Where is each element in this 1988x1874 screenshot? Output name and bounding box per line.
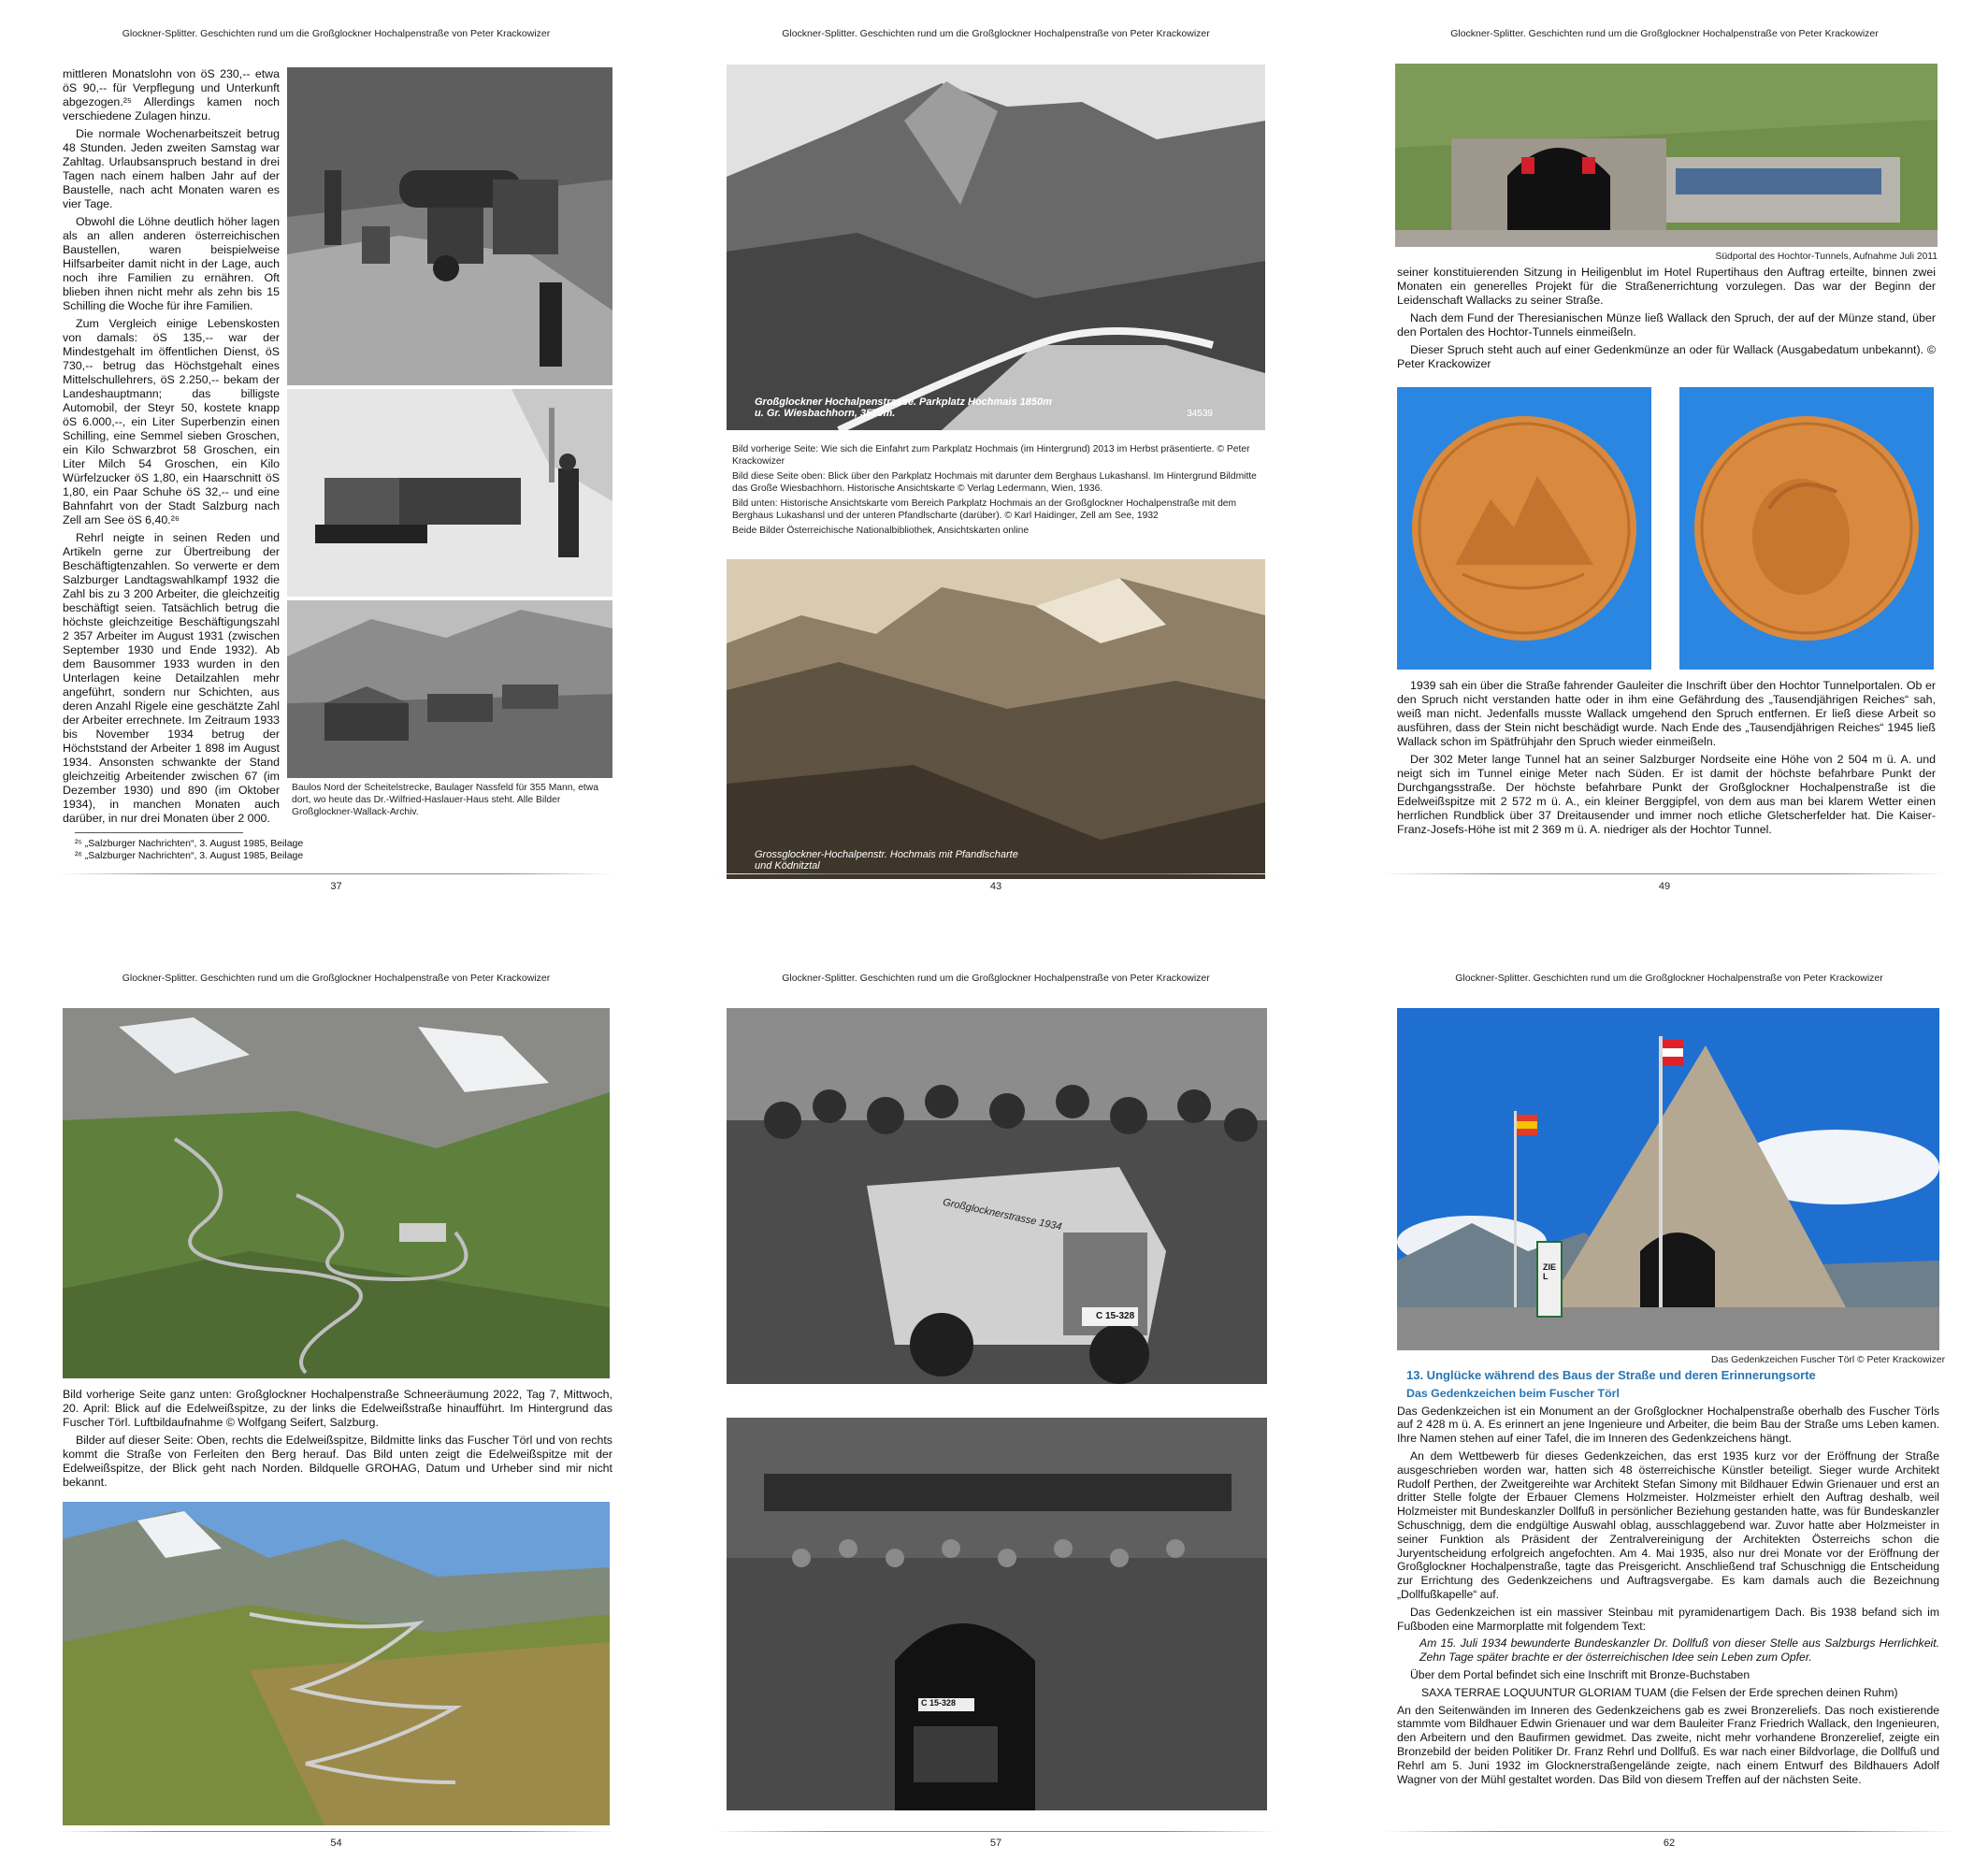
photo-hochmais-postcard	[727, 65, 1265, 430]
page-rule	[1384, 873, 1945, 874]
photo-caption: Baulos Nord der Scheitelstrecke, Baulager Nassfeld für 355 Mann, etwa dort, wo heute das Dr.-Wilfried-Haslauer-Haus steht. Alle Bilder Großglockner-Wallack-Archiv.	[292, 783, 598, 817]
page-rule	[715, 1831, 1276, 1832]
photo-horses-pipe	[287, 67, 612, 385]
body-text: Bild vorherige Seite ganz unten: Großglockner Hochalpenstraße Schneeräumung 2022, Tag 7, Mittwoch, 20. April: Blick auf die Edelweißspitze, zu der links die Edelweißstraße hinaufführt. Im Hintergrund das Fuscher Törl. Luftbildaufnahme © Wolfgang Seifert, Salzburg. Bilder auf dieser Seite: Oben, rechts die Edelweißspitze, Bildmitte links das Fuscher Törl und von rechts kommt die Straße von Ferleiten den Berg herauf. Das Bild unten zeigt die Edelweißspitze mit der Edelweißspitze, der Blick geht nach Norden. Bildquelle GROHAG, Datum und Urheber sind mir nicht bekannt.	[63, 1388, 612, 1489]
page-49	[1384, 28, 1945, 902]
coin-back-image	[1679, 387, 1934, 670]
photo-snow-vehicle	[287, 389, 612, 597]
page-37	[58, 28, 614, 902]
page-rule	[58, 1831, 614, 1832]
photo-gedenkzeichen	[1397, 1008, 1939, 1350]
page-number: 54	[330, 1838, 342, 1849]
car-banner: Großglocknerstrasse 1934	[942, 1196, 1063, 1233]
postcard-title: Großglockner Hochalpenstrasse. Parkplatz Hochmais 1850m u. Gr. Wiesbachhorn, 3570m.	[755, 396, 1052, 419]
page-54	[58, 973, 614, 1852]
photo-car-crowd	[727, 1008, 1267, 1384]
running-header: Glockner-Splitter. Geschichten rund um die Großglockner Hochalpenstraße von Peter Krackowizer	[1450, 28, 1879, 39]
page-rule	[715, 873, 1276, 874]
footnotes: ²⁵ „Salzburger Nachrichten“, 3. August 1985, Beilage ²⁶ „Salzburger Nachrichten“, 3. August 1985, Beilage	[75, 838, 304, 861]
footnote-rule	[75, 832, 243, 833]
page-number: 57	[989, 1838, 1002, 1849]
page-62	[1384, 973, 1954, 1852]
running-header: Glockner-Splitter. Geschichten rund um die Großglockner Hochalpenstraße von Peter Krackowizer	[122, 28, 551, 39]
running-header: Glockner-Splitter. Geschichten rund um die Großglockner Hochalpenstraße von Peter Krackowizer	[122, 973, 551, 984]
ziel-sign: ZIEL	[1543, 1262, 1557, 1281]
license-plate: C 15-328	[1096, 1311, 1135, 1321]
tunnel-caption: Südportal des Hochtor-Tunnels, Aufnahme Juli 2011	[1715, 252, 1938, 262]
page-number: 49	[1658, 881, 1671, 892]
portal-inscription: SAXA TERRAE LOQUUNTUR GLORIAM TUAM (die Felsen der Erde sprechen deinen Ruhm)	[1421, 1685, 1898, 1699]
running-header: Glockner-Splitter. Geschichten rund um die Großglockner Hochalpenstraße von Peter Krackowizer	[782, 28, 1210, 39]
photo-hochmais-sepia	[727, 559, 1265, 879]
body-text: 13. Unglücke während des Baus der Straße und deren Erinnerungsorte Das Gedenkzeichen beim Fuscher Törl Das Gedenkzeichen ist ein Monument an der Großglockner Hochalpenstraße oberhalb des Fuscher Törls auf 2 428 m ü. A. Es erinnert an jene Ingenieure und Arbeiter, die beim Bau der Straße ums Leben kamen. Ihre Namen stehen auf einer Tafel, die im Inneren des Gedenkzeichens hängt. An dem Wettbewerb für dieses Gedenkzeichen, das erst 1935 kurz vor der Eröffnung der Straße ausgeschrieben worden war, hatten sich 48 österreichische Künstler beteiligt. Sieger wurde Architekt Rudolf Perthen, der Zweitgereihte war Architekt Stefan Simony mit Bildhauer Edwin Grienauer und erst an dritter Stelle folgte der Erbauer Clemens Holzmeister. Holzmeister erhielt den Auftrag deshalb, weil Holzmeister mit Bundeskanzler Dollfuß in persönlicher Beziehung gestanden hatte, was für Bundeskanzler Schuschnigg, dem die endgültige Auswahl oblag, ausschlaggebend war. Zuvor hatte aber Holzmeister in seiner Funktion als Präsident der Zentralvereinigung der Architekten Österreichs schon die Juryentscheidung erfolgreich angefochten. Am 4. Mai 1935, also nur drei Monate vor der Eröffnung der Großglockner Hochalpenstraße, tagte das Preisgericht. Anschließend traf Schuschnigg die Entscheidung zur Errichtung des Gedenkzeichens und Auftragsvergabe. Es kam damals auch die Bezeichnung „Dollfußkapelle“ auf. Das Gedenkzeichen ist ein massiver Steinbau mit pyramidenartigem Dach. Bis 1938 befand sich im Fußboden eine Marmorplatte mit folgendem Text: Am 15. Juli 1934 bewunderte Bundeskanzler Dr. Dollfuß von dieser Stelle aus Salzburgs Herrlichkeit. Zehn Tage später brachte er der österreichischen Idee sein Leben zum Opfer. Über dem Portal befindet sich eine Inschrift mit Bronze-Buchstaben SAXA TERRAE LOQUUNTUR GLORIAM TUAM (die Felsen der Erde sprechen deinen Ruhm) An den Seitenwänden im Inneren des Gedenkzeichens gab es zwei Bronzereliefs. Das noch existierende stammte vom Bildhauer Edwin Grienauer und war dem Bauleiter Franz Friedrich Wallack, den Ingenieuren, den Arbeitern und den Baufirmen gewidmet. Das zweite, nicht mehr vorhandene Bronzerelief, zeigte ein Bronzebild der beiden Politiker Dr. Franz Rehrl und Dollfuß. Es war nach einer Bildvorlage, die Dollfuß und Rehrl am 5. Juni 1932 im Glocknerstraßengelände zeigte, nach einem Entwurf des Bildhauers Adolf Wagner von der Mühl gestaltet worden. Das Bild von diesem Treffen auf der nächsten Seite.	[1397, 1368, 1939, 1786]
body-text-bottom: 1939 sah ein über die Straße fahrender Gauleiter die Inschrift über den Hochtor Tunnelportalen. Ob er den Spruch nicht verstanden hatte oder in ihm eine Gefährdung des „Tausendjährigen Reiches“ sah, weiß man nicht. Jedenfalls musste Wallack umgehend den Spruch entfernen. Er ließ diese Arbeit so ausführen, dass der Stein nicht beschädigt wurde. Nach Ende des „Tausendjährigen Reiches“ 1945 ließ Wallack schon im Spätfrühjahr den Spruch wieder einmeißeln. Der 302 Meter lange Tunnel hat an seiner Salzburger Nordseite eine Höhe von 2 504 m ü. A. und neigt sich im Tunnel einige Meter nach Süden. Er ist damit der höchste befahrbare Punkt der Durchgangsstraße. Der höchste befahrbare Punkt der Großglockner Hochalpenstraße ist die Edelweißspitze mit 2 572 m ü. A., ein kleiner Berggipfel, von dem aus man bei klarem Wetter einen herrlichen Rundblick über 37 Dreitausender und immer noch etliche Gletscherfelder hat. Die Kaiser-Franz-Josefs-Höhe ist mit 2 369 m ü. A. niedriger als der Hochtor Tunnel.	[1397, 679, 1936, 836]
photo-construction-camp	[287, 600, 612, 778]
license-plate-2: C 15-328	[921, 1698, 957, 1708]
page-number: 43	[989, 881, 1002, 892]
page-rule	[58, 873, 614, 874]
page-57	[715, 973, 1276, 1852]
postcard-number: 34539	[1187, 409, 1213, 419]
marble-quote: Am 15. Juli 1934 bewunderte Bundeskanzler Dr. Dollfuß von dieser Stelle aus Salzburgs Herrlichkeit. Zehn Tage später brachte er der österreichischen Idee sein Leben zum Opfer.	[1419, 1636, 1939, 1665]
photo-workers-tunnel	[727, 1418, 1267, 1810]
body-text: mittleren Monatslohn von öS 230,-- etwa öS 90,-- für Verpflegung und Unterkunft abgezogen.²⁵ Allerdings kamen noch verschiedene Zulagen hinzu. Die normale Wochenarbeitszeit betrug 48 Stunden. Jeden zweiten Samstag war Zahltag. Urlaubsanspruch bestand in drei Tagen nach einem halben Jahr auf der Baustelle, nach acht Monaten waren es vier Tage. Obwohl die Löhne deutlich höher lagen als an allen anderen österreichischen Baustellen, waren beispielweise Hilfsarbeiter damit nicht in der Lage, auch noch ihre Familien zu ernähren. Oft blieben ihnen nicht mehr als zehn bis 15 Schilling die Woche für ihre Familien. Zum Vergleich einige Lebenskosten von damals: öS 135,-- war der Mindestgehalt im öffentlichen Dienst, öS 730,-- betrug das Höchstgehalt eines Mittelschullehrers, öS 2.250,-- bekam der Landeshauptmann; das billigste Automobil, der Steyr 50, kostete knapp öS 6.000,--, ein Liter Superbenzin einen Schilling, eine Semmel sieben Groschen, ein Kilo Schwarzbrot 58 Groschen, ein Liter Milch 54 Groschen, ein Kilo Würfelzucker öS 1,80, ein Haarschnitt öS 1,80, ein Paar Schuhe öS 32,-- und eine Bahnfahrt von der Stadt Salzburg nach Zell am See öS 6,40.²⁶ Rehrl neigte in seinen Reden und Artikeln gerne zur Übertreibung der Beschäftigtenzahlen. So verwerte er dem Salzburger Landtagswahlkampf 1932 die Zahl bis zu 3 200 Arbeiter, die gleichzeitig beschäftigt seien. Tatsächlich betrug die höchste gleichzeitige Beschäftigungszahl 2 357 Arbeiter im August 1931 (zwischen September 1930 und Ende 1932). Ab dem Bausommer 1933 wurden in den Unterlagen keine Detailzahlen mehr angeführt, sondern nur Schichten, aus deren Anzahl Rigele eine geschätzte Zahl der Arbeiter errechnete. Im Zeitraum 1933 bis November 1934 betrug der Höchststand der Arbeiter 1 898 im August 1934. Ansonsten schwankte der Stand gleichzeitig Arbeitender zwischen 67 (im Dezember 1930) und 890 (im Oktober 1934), in manchen Monaten auch darüber, in nur drei Monaten über 2 000.	[63, 67, 280, 825]
postcard-title-2: Grossglockner-Hochalpenstr. Hochmais mit Pfandlscharte und Ködnitztal	[755, 849, 1018, 872]
page-number: 62	[1663, 1838, 1676, 1849]
photo-edelweissspitze	[63, 1502, 610, 1825]
running-header: Glockner-Splitter. Geschichten rund um die Großglockner Hochalpenstraße von Peter Krackowizer	[782, 973, 1210, 984]
photo-hochtor-tunnel	[1395, 64, 1938, 247]
page-rule	[1384, 1831, 1954, 1832]
section-heading: Das Gedenkzeichen beim Fuscher Törl	[1406, 1386, 1620, 1400]
captions: Bild vorherige Seite: Wie sich die Einfahrt zum Parkplatz Hochmais (im Hintergrund) 2013 im Herbst präsentierte. © Peter Krackowizer Bild diese Seite oben: Blick über den Parkplatz Hochmais mit darunter dem Berghaus Lukashansl. Im Hintergrund Bildmitte das Große Wiesbachhorn. Historische Ansichtskarte © Verlag Ledermann, Wien, 1936. Bild unten: Historische Ansichtskarte vom Bereich Parkplatz Hochmais an der Großglockner Hochalpenstraße mit dem Berghaus Lukashansl und der unteren Pfandlscharte (darüber). © Karl Haidinger, Zell am See, 1932 Beide Bilder Österreichische Nationalbibliothek, Ansichtskarten online	[732, 444, 1257, 536]
page-43	[715, 28, 1276, 902]
running-header: Glockner-Splitter. Geschichten rund um die Großglockner Hochalpenstraße von Peter Krackowizer	[1455, 973, 1883, 984]
photo-caption: Das Gedenkzeichen Fuscher Törl © Peter Krackowizer	[1710, 1355, 1945, 1365]
chapter-heading: 13. Unglücke während des Baus der Straße und deren Erinnerungsorte	[1406, 1368, 1816, 1382]
coin-front-image	[1397, 387, 1651, 670]
body-text-top: seiner konstituierenden Sitzung in Heiligenblut im Hotel Rupertihaus den Auftrag erteilte, binnen zwei Monaten ein generelles Projekt für die Straßenerrichtung vorzulegen. Das war der Beginn der Leidenschaft Wallacks zu seiner Straße. Nach dem Fund der Theresianischen Münze ließ Wallack den Spruch, der auf der Münze stand, über den Portalen des Hochtor-Tunnels einmeißeln. Dieser Spruch steht auch auf einer Gedenkmünze an oder für Wallack (Ausgabedatum unbekannt). © Peter Krackowizer	[1397, 266, 1936, 370]
page-number: 37	[330, 881, 342, 892]
photo-aerial-serpentines	[63, 1008, 610, 1378]
